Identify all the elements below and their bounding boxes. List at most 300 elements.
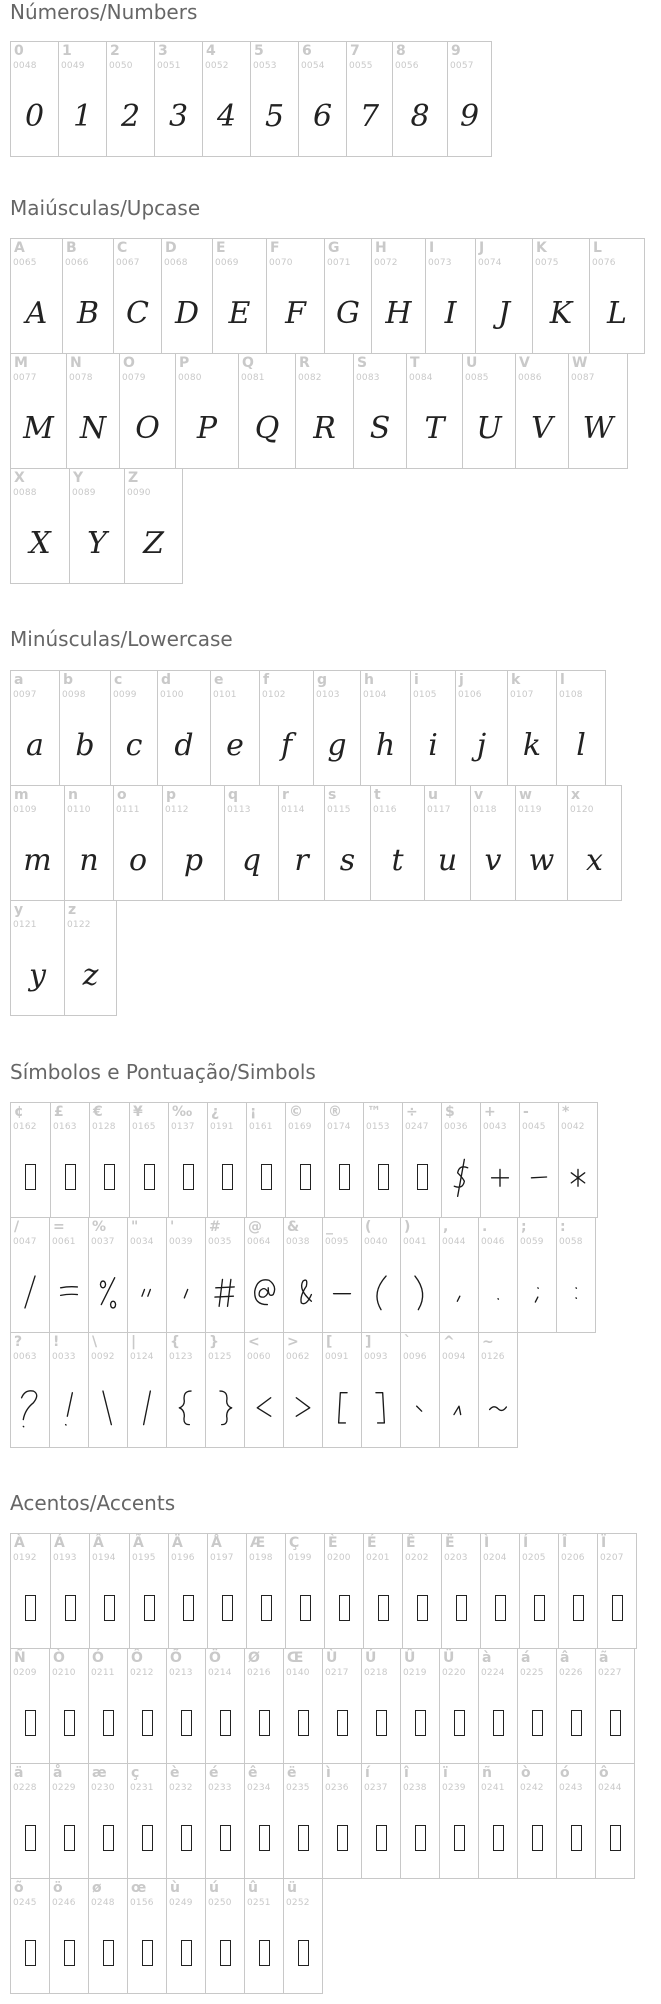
notdef-box: [298, 1940, 309, 1966]
glyph-cell-0094: [439, 1332, 479, 1448]
glyph-label: R: [299, 355, 310, 371]
glyph-code: 0041: [403, 1237, 427, 1247]
glyph-cell-0244: [595, 1763, 635, 1879]
glyph-label: ø: [92, 1880, 102, 1896]
glyph-label: [: [326, 1334, 333, 1350]
glyph-cell-0232: [166, 1763, 206, 1879]
glyph-row: [10, 670, 621, 786]
glyph-preview: [70, 517, 124, 569]
glyph-code: 0105: [413, 690, 437, 700]
glyph-code: 0243: [559, 1783, 583, 1793]
glyph-label: Î: [562, 1535, 568, 1551]
glyph-cell-0205: [519, 1533, 559, 1649]
glyph-preview: [559, 1151, 597, 1203]
glyph-cell-0201: [363, 1533, 403, 1649]
glyph-preview: [11, 402, 66, 454]
glyph-label: G: [328, 240, 340, 256]
glyph-cell-0099: [110, 670, 158, 786]
glyph-label: y: [14, 902, 24, 918]
glyph-cell-0226: [556, 1648, 596, 1764]
glyph-sample: x: [586, 842, 603, 878]
glyph-preview: [401, 1381, 439, 1433]
glyph-code: 0137: [171, 1122, 195, 1132]
glyph-cell-0234: [244, 1763, 284, 1879]
glyph-cell-0245: [10, 1878, 50, 1994]
glyph-sample: u: [437, 842, 458, 878]
glyph-label: }: [209, 1334, 219, 1350]
glyph-code: 0113: [227, 805, 251, 815]
glyph-sample: I: [444, 295, 457, 331]
glyph-preview: [111, 719, 157, 771]
glyph-label: !: [53, 1334, 60, 1350]
glyph-label: Ê: [406, 1535, 416, 1551]
glyph-sample: j: [476, 727, 487, 763]
glyph-cell-0054: [298, 41, 347, 157]
missing-glyph-box: [130, 1582, 168, 1634]
glyph-label: á: [521, 1650, 531, 1666]
glyph-label: H: [375, 240, 387, 256]
notdef-box: [64, 1825, 75, 1851]
glyph-cell-0060: [244, 1332, 284, 1448]
glyph-preview: [89, 1266, 127, 1318]
glyph-code: 0045: [522, 1122, 546, 1132]
glyph-label: |: [131, 1334, 137, 1350]
notdef-box: [144, 1595, 155, 1621]
glyph-sample: e: [226, 727, 244, 763]
missing-glyph-box: [518, 1812, 556, 1864]
glyph-cell-0051: [154, 41, 203, 157]
missing-glyph-box: [128, 1812, 166, 1864]
glyph-preview: [162, 287, 212, 339]
glyph-sample: D: [174, 295, 200, 331]
glyph-label: g: [317, 672, 328, 688]
glyph-code: 0162: [13, 1122, 37, 1132]
glyph-code: 0065: [13, 258, 37, 268]
glyph-code: 0057: [450, 61, 474, 71]
glyph-code: 0232: [169, 1783, 193, 1793]
glyph-label: o: [117, 787, 127, 803]
glyph-code: 0097: [13, 690, 37, 700]
glyph-cell-0065: [10, 238, 63, 354]
missing-glyph-box: [596, 1812, 634, 1864]
glyph-label: 8: [396, 43, 406, 59]
glyph-cell-0088: [10, 468, 70, 584]
glyph-label: õ: [14, 1880, 24, 1896]
glyph-sample: V: [531, 410, 553, 446]
glyph-label: æ: [92, 1765, 107, 1781]
glyph-cell-0229: [49, 1763, 89, 1879]
notdef-box: [25, 1940, 36, 1966]
glyph-label: *: [562, 1104, 570, 1120]
glyph-cell-0252: [283, 1878, 323, 1994]
glyph-cell-0161: [246, 1102, 286, 1218]
glyph-sample: S: [369, 410, 391, 446]
glyph-code: 0114: [281, 805, 305, 815]
glyph-code: 0073: [428, 258, 452, 268]
notdef-box: [25, 1164, 36, 1190]
notdef-box: [261, 1164, 272, 1190]
glyph-label: w: [519, 787, 532, 803]
glyph-label: B: [66, 240, 77, 256]
missing-glyph-box: [50, 1927, 88, 1979]
glyph-cell-0036: [441, 1102, 481, 1218]
glyph-preview: [213, 287, 266, 339]
notdef-box: [142, 1940, 153, 1966]
missing-glyph-box: [89, 1812, 127, 1864]
glyph-preview: [361, 719, 410, 771]
glyph-cell-0156: [127, 1878, 167, 1994]
missing-glyph-box: [364, 1151, 402, 1203]
missing-glyph-box: [11, 1151, 50, 1203]
glyph-code: 0203: [444, 1553, 468, 1563]
notdef-box: [298, 1710, 309, 1736]
glyph-code: 0093: [364, 1352, 388, 1362]
glyph-label: €: [93, 1104, 103, 1120]
glyph-cell-0063: [10, 1332, 50, 1448]
glyph-row: [10, 353, 644, 469]
glyph-label: Q: [242, 355, 254, 371]
glyph-preview: [176, 402, 238, 454]
missing-glyph-box: [245, 1927, 283, 1979]
glyph-code: 0100: [160, 690, 184, 700]
glyph-label: Ã: [133, 1535, 144, 1551]
glyph-code: 0248: [91, 1898, 115, 1908]
glyph-preview: [245, 1266, 283, 1318]
notdef-box: [65, 1595, 76, 1621]
notdef-box: [610, 1710, 621, 1736]
glyph-preview: [516, 834, 567, 886]
glyph-label: ô: [599, 1765, 609, 1781]
glyph-cell-0213: [166, 1648, 206, 1764]
missing-glyph-box: [596, 1697, 634, 1749]
glyph-preview: [11, 287, 62, 339]
glyph-label: 4: [206, 43, 216, 59]
notdef-box: [456, 1595, 467, 1621]
glyph-code: 0200: [327, 1553, 351, 1563]
glyph-preview: [476, 287, 532, 339]
glyph-preview: [463, 402, 515, 454]
glyph-label: Æ: [250, 1535, 266, 1551]
glyph-cell-0110: [64, 785, 114, 901]
glyph-cell-0169: [285, 1102, 325, 1218]
glyph-label: 6: [302, 43, 312, 59]
glyph-label: /: [14, 1219, 20, 1235]
glyph-code: 0101: [213, 690, 237, 700]
glyph-preview: [448, 90, 491, 142]
glyph-cell-0231: [127, 1763, 167, 1879]
glyph-label: E: [216, 240, 226, 256]
glyph-sample: 4: [216, 98, 237, 134]
missing-glyph-box: [362, 1812, 400, 1864]
notdef-box: [417, 1595, 428, 1621]
glyph-cell-0107: [507, 670, 557, 786]
glyph-code: 0220: [442, 1668, 466, 1678]
glyph-cell-0163: [50, 1102, 90, 1218]
glyph-cell-0080: [175, 353, 239, 469]
notdef-box: [378, 1164, 389, 1190]
glyph-preview: [440, 1381, 478, 1433]
missing-glyph-box: [169, 1582, 207, 1634]
glyph-preview: [155, 90, 202, 142]
glyph-cell-0050: [106, 41, 155, 157]
glyph-preview: [128, 1381, 166, 1433]
glyph-label: m: [14, 787, 29, 803]
glyph-code: 0224: [481, 1668, 505, 1678]
notdef-box: [337, 1825, 348, 1851]
glyph-cell-0046: [478, 1217, 518, 1333]
glyph-code: 0205: [522, 1553, 546, 1563]
glyph-code: 0128: [92, 1122, 116, 1132]
glyph-label: 1: [62, 43, 72, 59]
glyph-label: ä: [14, 1765, 24, 1781]
glyph-code: 0201: [366, 1553, 390, 1563]
glyph-label: Õ: [170, 1650, 182, 1666]
glyph-code: 0054: [301, 61, 325, 71]
notdef-box: [183, 1164, 194, 1190]
glyph-label: ': [170, 1219, 175, 1235]
glyph-preview: [11, 90, 58, 142]
glyph-code: 0211: [91, 1668, 115, 1678]
glyph-code: 0072: [374, 258, 398, 268]
glyph-preview: [125, 517, 182, 569]
glyph-code: 0094: [442, 1352, 466, 1362]
glyph-code: 0104: [363, 690, 387, 700]
glyph-label: Ü: [443, 1650, 455, 1666]
glyph-cell-0119: [515, 785, 568, 901]
glyph-sample: w: [528, 842, 555, 878]
missing-glyph-box: [128, 1697, 166, 1749]
glyph-label: c: [114, 672, 123, 688]
glyph-row: [10, 1648, 636, 1764]
glyph-label: L: [593, 240, 602, 256]
glyph-label: i: [414, 672, 419, 688]
glyph-row: [10, 900, 621, 1016]
glyph-cell-0041: [400, 1217, 440, 1333]
glyph-cell-0097: [10, 670, 60, 786]
glyph-code: 0230: [91, 1783, 115, 1793]
glyph-sample: N: [79, 410, 107, 446]
notdef-box: [378, 1595, 389, 1621]
glyph-cell-0117: [424, 785, 471, 901]
glyph-code: 0122: [67, 920, 91, 930]
glyph-preview: [362, 1266, 400, 1318]
glyph-preview: [481, 1151, 519, 1203]
glyph-code: 0212: [130, 1668, 154, 1678]
missing-glyph-box: [286, 1582, 324, 1634]
glyph-label: ©: [289, 1104, 303, 1120]
glyph-cell-0210: [49, 1648, 89, 1764]
glyph-cell-0037: [88, 1217, 128, 1333]
glyph-label: %: [92, 1219, 107, 1235]
glyph-preview: [314, 719, 360, 771]
missing-glyph-box: [167, 1697, 205, 1749]
glyph-code: 0040: [364, 1237, 388, 1247]
glyph-preview: [11, 517, 69, 569]
glyph-sample: J: [497, 295, 511, 331]
notdef-box: [183, 1595, 194, 1621]
glyph-code: 0213: [169, 1668, 193, 1678]
glyph-sample: F: [285, 295, 306, 331]
glyph-label: .: [482, 1219, 488, 1235]
notdef-box: [181, 1825, 192, 1851]
glyph-preview: [479, 1266, 517, 1318]
grid-symbols: [10, 1102, 597, 1448]
glyph-label: _: [326, 1219, 333, 1235]
glyph-code: 0244: [598, 1783, 622, 1793]
glyph-label: 7: [350, 43, 360, 59]
notdef-box: [339, 1595, 350, 1621]
glyph-preview: [516, 402, 568, 454]
notdef-box: [337, 1710, 348, 1736]
glyph-code: 0226: [559, 1668, 583, 1678]
glyph-preview: [569, 402, 627, 454]
glyph-cell-0053: [250, 41, 299, 157]
glyph-sample: a: [26, 727, 44, 763]
glyph-code: 0069: [215, 258, 239, 268]
glyph-preview: [89, 1381, 127, 1433]
glyph-preview: [260, 719, 313, 771]
glyph-code: 0056: [395, 61, 419, 71]
glyph-preview: [362, 1381, 400, 1433]
glyph-code: 0111: [116, 805, 140, 815]
glyph-preview: [426, 287, 475, 339]
glyph-code: 0165: [132, 1122, 156, 1132]
glyph-cell-0243: [556, 1763, 596, 1879]
notdef-box: [495, 1595, 506, 1621]
glyph-code: 0098: [62, 690, 86, 700]
glyph-label: ò: [521, 1765, 531, 1781]
glyph-cell-0090: [124, 468, 183, 584]
glyph-cell-0193: [50, 1533, 90, 1649]
missing-glyph-box: [401, 1697, 439, 1749]
glyph-label: ?: [14, 1334, 23, 1350]
glyph-code: 0247: [405, 1122, 429, 1132]
glyph-code: 0077: [13, 373, 37, 383]
glyph-label: {: [170, 1334, 180, 1350]
glyph-code: 0047: [13, 1237, 37, 1247]
glyph-label: D: [165, 240, 177, 256]
glyph-cell-0238: [400, 1763, 440, 1879]
glyph-code: 0087: [571, 373, 595, 383]
glyph-label: ó: [560, 1765, 570, 1781]
notdef-box: [454, 1710, 465, 1736]
glyph-code: 0199: [288, 1553, 312, 1563]
glyph-cell-0106: [455, 670, 508, 786]
glyph-cell-0251: [244, 1878, 284, 1994]
glyph-code: 0034: [130, 1237, 154, 1247]
missing-glyph-box: [286, 1151, 324, 1203]
glyph-sample: n: [79, 842, 99, 878]
glyph-cell-0218: [361, 1648, 401, 1764]
glyph-label: Ø: [248, 1650, 260, 1666]
glyph-label: ÷: [406, 1104, 418, 1120]
glyph-cell-0033: [49, 1332, 89, 1448]
glyph-label: `: [404, 1334, 411, 1350]
glyph-code: 0197: [210, 1553, 234, 1563]
missing-glyph-box: [481, 1582, 519, 1634]
glyph-code: 0115: [327, 805, 351, 815]
glyph-code: 0196: [171, 1553, 195, 1563]
missing-glyph-box: [206, 1927, 244, 1979]
glyph-code: 0252: [286, 1898, 310, 1908]
glyph-code: 0068: [164, 258, 188, 268]
glyph-label: Œ: [287, 1650, 304, 1666]
glyph-label: ‰: [172, 1104, 193, 1120]
glyph-code: 0108: [559, 690, 583, 700]
glyph-preview: [371, 834, 424, 886]
glyph-code: 0193: [53, 1553, 77, 1563]
glyph-code: 0219: [403, 1668, 427, 1678]
glyph-cell-0057: [447, 41, 492, 157]
glyph-preview: [120, 402, 175, 454]
glyph-label: X: [14, 470, 25, 486]
glyph-preview: [323, 1266, 361, 1318]
glyph-label: ü: [287, 1880, 297, 1896]
glyph-cell-0250: [205, 1878, 245, 1994]
glyph-code: 0046: [481, 1237, 505, 1247]
glyph-code: 0239: [442, 1783, 466, 1793]
glyph-label: ~: [482, 1334, 494, 1350]
glyph-code: 0174: [327, 1122, 351, 1132]
glyph-code: 0052: [205, 61, 229, 71]
glyph-label: q: [228, 787, 239, 803]
glyph-cell-0087: [568, 353, 628, 469]
glyph-label: ¿: [211, 1104, 220, 1120]
missing-glyph-box: [323, 1697, 361, 1749]
glyph-cell-0085: [462, 353, 516, 469]
glyph-label: Í: [523, 1535, 529, 1551]
glyph-code: 0064: [247, 1237, 271, 1247]
glyph-code: 0191: [210, 1122, 234, 1132]
glyph-label: :: [560, 1219, 566, 1235]
glyph-cell-0049: [58, 41, 107, 157]
glyph-label: é: [209, 1765, 219, 1781]
glyph-cell-0122: [64, 900, 117, 1016]
glyph-code: 0035: [208, 1237, 232, 1247]
glyph-cell-0034: [127, 1217, 167, 1333]
glyph-code: 0039: [169, 1237, 193, 1247]
glyph-code: 0036: [444, 1122, 468, 1132]
notdef-box: [571, 1825, 582, 1851]
missing-glyph-box: [403, 1582, 441, 1634]
glyph-sample: O: [135, 410, 160, 446]
glyph-sample: f: [280, 727, 293, 763]
glyph-code: 0092: [91, 1352, 115, 1362]
glyph-label: Ô: [131, 1650, 143, 1666]
glyph-cell-0191: [207, 1102, 247, 1218]
glyph-cell-0089: [69, 468, 125, 584]
glyph-sample: Z: [143, 525, 164, 561]
glyph-sample: P: [196, 410, 218, 446]
glyph-sample: T: [424, 410, 445, 446]
glyph-preview: [128, 1266, 166, 1318]
glyph-label: n: [68, 787, 78, 803]
glyph-sample: m: [23, 842, 52, 878]
glyph-code: 0080: [178, 373, 202, 383]
glyph-cell-0040: [361, 1217, 401, 1333]
glyph-code: 0250: [208, 1898, 232, 1908]
glyph-preview: [114, 287, 161, 339]
glyph-code: 0218: [364, 1668, 388, 1678]
notdef-box: [104, 1164, 115, 1190]
notdef-box: [64, 1710, 75, 1736]
glyph-label: Ï: [601, 1535, 607, 1551]
glyph-sample: z: [82, 957, 99, 993]
glyph-code: 0161: [249, 1122, 273, 1132]
glyph-code: 0058: [559, 1237, 583, 1247]
glyph-cell-0118: [470, 785, 516, 901]
glyph-cell-0109: [10, 785, 65, 901]
